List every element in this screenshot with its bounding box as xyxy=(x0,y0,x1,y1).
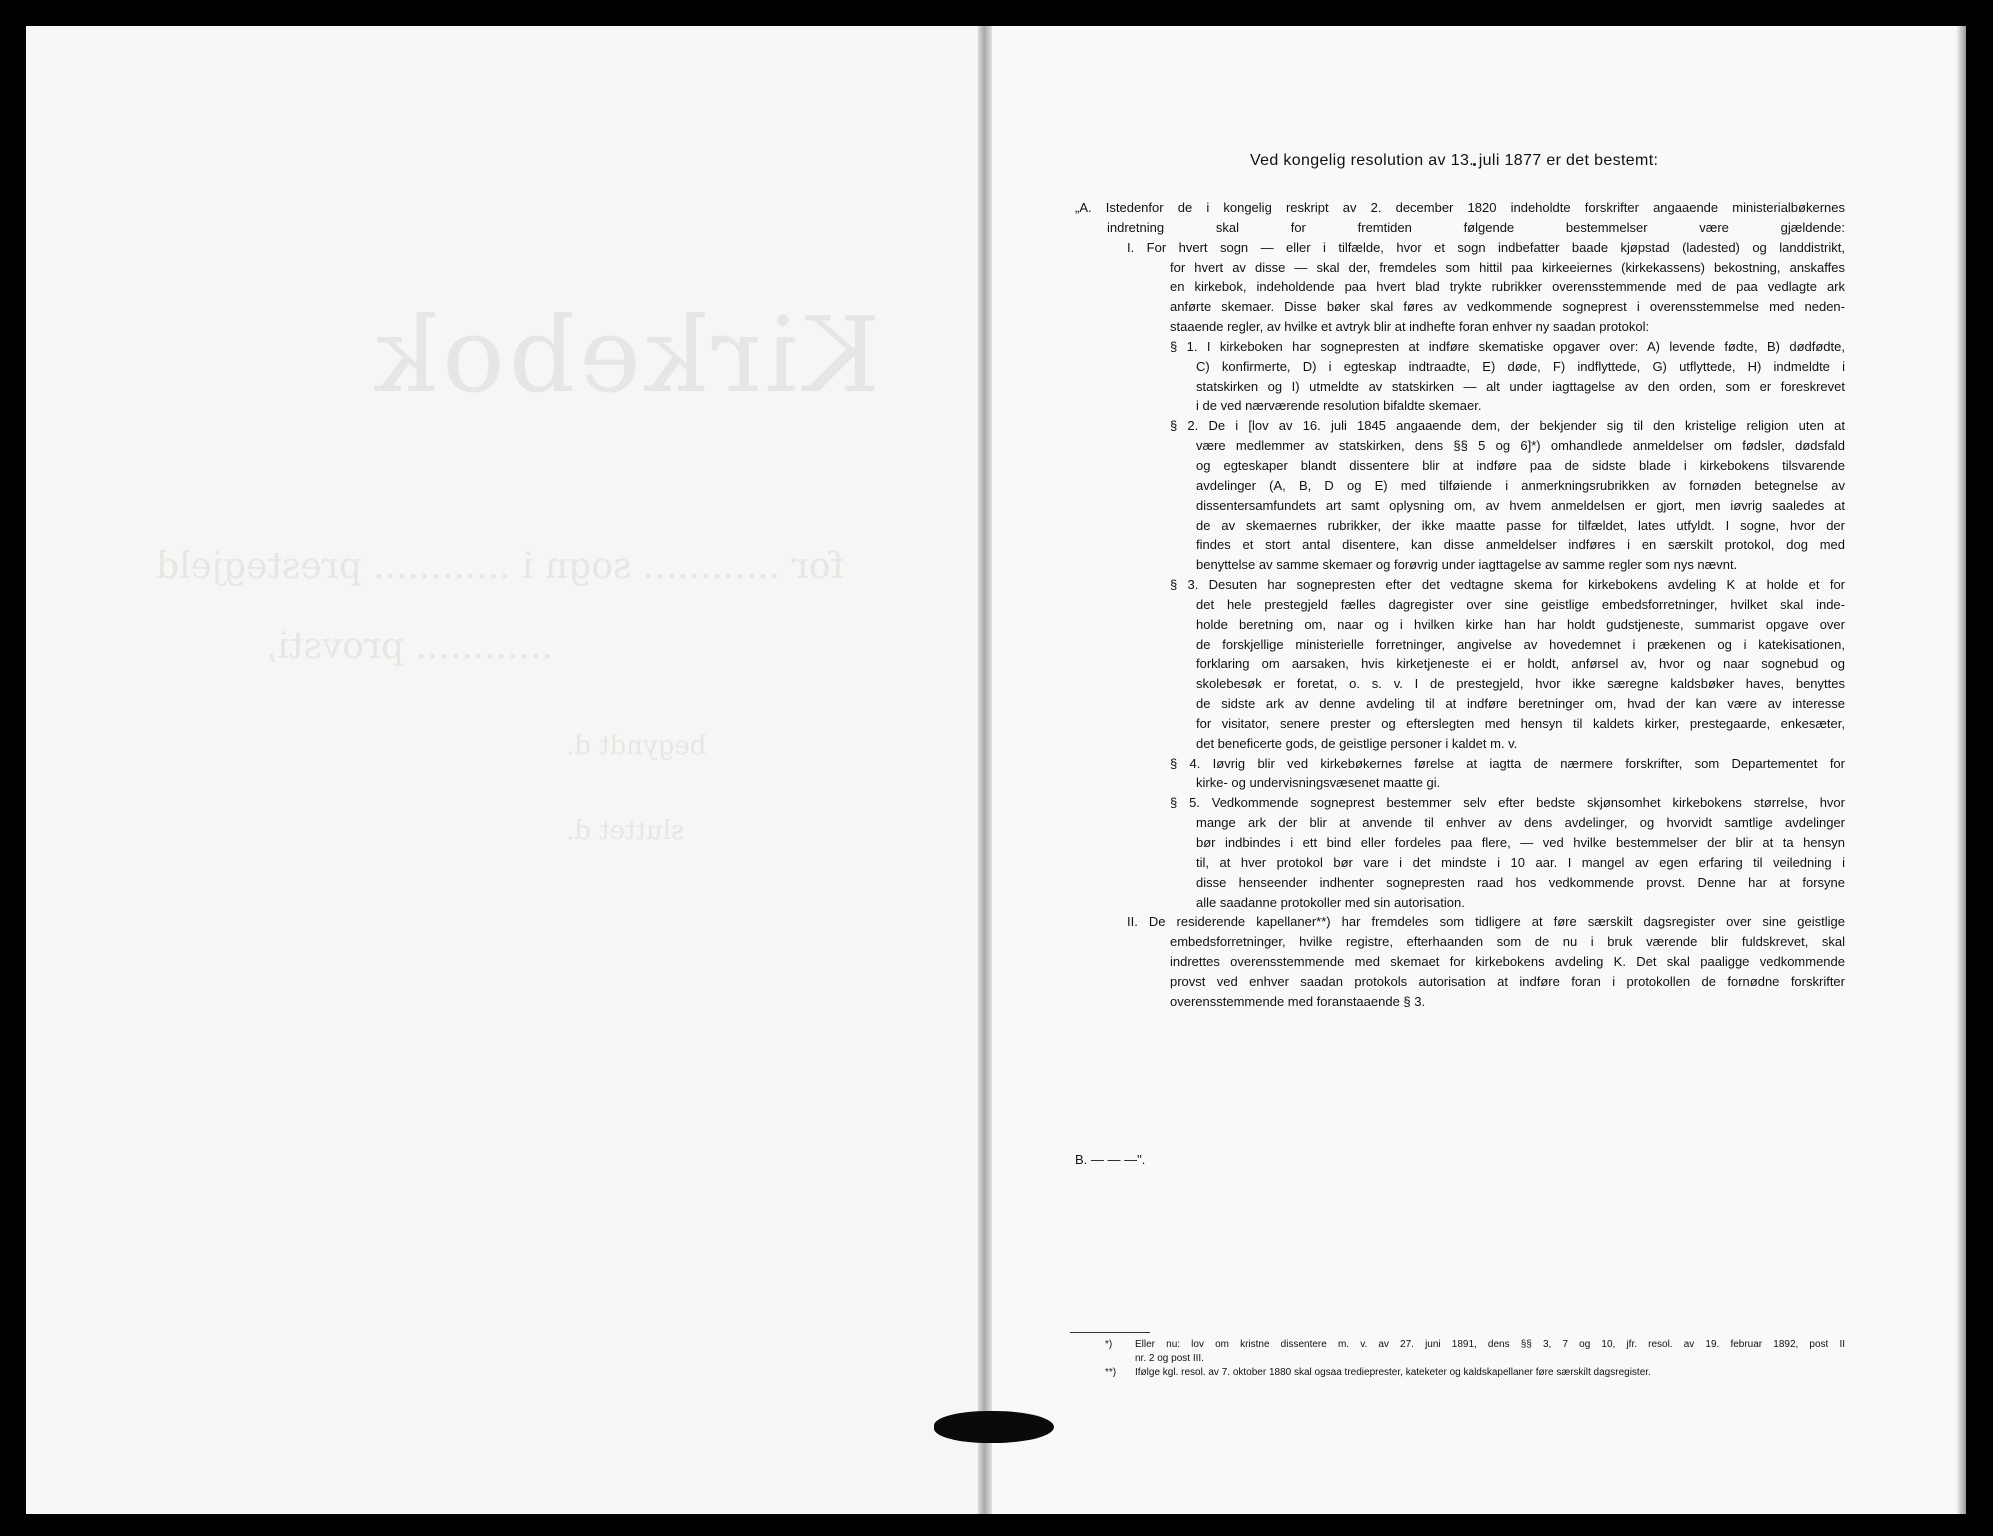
body-line: II. De residerende kapellaner**) har fremdeles som tidligere at føre særskilt dagsregister over sine geistlige xyxy=(1127,914,1845,930)
body-line: § 3. Desuten har sognepresten efter det vedtagne skema for kirkebokens avdeling K at holde et for xyxy=(1170,577,1845,593)
body-line: overensstemmende med foranstaaende § 3. xyxy=(1170,993,1426,1009)
show-through-line: ............ provsti, xyxy=(266,626,553,667)
body-line: for visitator, senere prester og efterslegten med hensyn til kaldets kirker, prestegaarde, enkesæter, xyxy=(1196,715,1845,731)
body-line: og egteskaper blandt dissentere blir at indføre paa de sidste blade i kirkebokens tilsvarende xyxy=(1196,457,1845,473)
body-line: i de ved nærværende resolution bifaldte skemaer. xyxy=(1196,398,1482,414)
body-line: „A. Istedenfor de i kongelig reskript av 2. december 1820 indeholdte forskrifter angaaende ministerialbøkernes xyxy=(1075,200,1845,215)
body-line: indrettes overensstemmende med skemaet for kirkebokens avdeling K. Det skal paaligge vedkommende xyxy=(1170,954,1845,970)
body-line: statskirken og I) utmeldte av statskirken — alt under iagttagelse av den orden, som er foreskrevet xyxy=(1196,378,1845,394)
body-line: forklaring om aarsaken, hvis kirketjeneste ei er holdt, anførsel av, hvor og naar sognebud og xyxy=(1196,656,1845,672)
binding-clip xyxy=(934,1411,1054,1443)
body-line: mange ark der blir at anvende til enhver av dens avdelinger, og hvorvidt samtlige avdelinger xyxy=(1196,815,1845,831)
body-line: kirke- og undervisningsvæsenet maatte gi. xyxy=(1196,775,1441,791)
body-line: staaende regler, av hvilke et avtryk blir at indhefte foran enhver ny saadan protokol: xyxy=(1170,319,1650,335)
footnote-rule xyxy=(1070,1332,1150,1333)
resolution-heading: Ved kongelig resolution av 13. juli 1877 er det bestemt: xyxy=(1250,152,1659,169)
show-through-line: sluttet d. xyxy=(566,816,685,846)
footnote-line: Eller nu: lov om kristne dissentere m. v. av 27. juni 1891, dens §§ 3, 7 og 10, jfr. resol. av 19. februar 1892, post II xyxy=(1135,1339,1845,1350)
footnote-mark: *) xyxy=(1105,1339,1113,1350)
body-line: skolebesøk er foretat, o. s. v. I de prestegjeld, hvor ikke særegne kaldsbøker haves, benyttes xyxy=(1196,676,1845,692)
footnote-line: Ifølge kgl. resol. av 7. oktober 1880 skal ogsaa tredieprester, kateketer og kaldskapellaner føre særskilt dagsregister. xyxy=(1135,1367,1651,1378)
body-line: § 2. De i [lov av 16. juli 1845 angaaende dem, der bekjender sig til den kristelige religion uten at xyxy=(1170,418,1845,434)
body-line: § 4. Iøvrig blir ved kirkebøkernes førelse at iagtta de nærmere forskrifter, som Departementet for xyxy=(1170,755,1845,771)
body-line: provst ved enhver saadan protokols autorisation at indføre foran i protokollen de fornødne forskrifter xyxy=(1170,973,1845,989)
body-line: anførte skemaer. Disse bøker skal føres av vedkommende sogneprest i overensstemmelse med neden- xyxy=(1170,299,1845,315)
footnote-line: nr. 2 og post III. xyxy=(1135,1353,1204,1364)
show-through-line: begyndt d. xyxy=(566,731,707,761)
body-line: være medlemmer av statskirken, dens §§ 5 og 6]*) omhandlede anmeldelser om fødsler, dødsfald xyxy=(1196,438,1845,454)
body-line: findes et stort antal disentere, kan disse anmeldelser indføres i en særskilt protokol, dog med xyxy=(1196,537,1845,553)
body-line: for hvert av disse — skal der, fremdeles som hittil paa kirkeeiernes (kirkekassens) bekostning, anskaffes xyxy=(1170,259,1845,275)
left-page xyxy=(26,26,983,1514)
page-edge-shadow xyxy=(1956,26,1966,1514)
body-line: § 1. I kirkeboken har sognepresten at indføre skematiske opgaver over: A) levende fødte, B) dødfødte, xyxy=(1170,338,1845,354)
body-line: indretning skal for fremtiden følgende bestemmelser være gjældende: xyxy=(1107,219,1845,235)
body-line: det beneficerte gods, de geistlige personer i kaldet m. v. xyxy=(1196,735,1518,751)
body-line: § 5. Vedkommende sogneprest bestemmer selv efter bedste skjønsomhet kirkebokens størrelse, hvor xyxy=(1170,795,1845,811)
show-through-title: Kirkebok xyxy=(371,294,881,416)
body-line: dissentersamfundets art samt oplysning om, av hvem anmeldelsen er gjort, men iøvrig saaledes at xyxy=(1196,497,1845,513)
body-line: til, at hver protokol bør vare i det mindste i 10 aar. I mangel av egen erfaring til veiledning i xyxy=(1196,854,1845,870)
body-line: de av skemaernes rubrikker, der ikke maatte passe for tilfældet, lates utfyldt. I sogne, hvor der xyxy=(1196,517,1845,533)
body-line: det hele prestegjeld fælles dagregister over sine geistlige embedsforretninger, hvilket skal inde- xyxy=(1196,596,1845,612)
footnote-mark: **) xyxy=(1105,1367,1117,1378)
body-line: de forskjellige ministerielle forretninger, angivelse av hovedemnet i prækenen og i katekisationen, xyxy=(1196,636,1845,652)
resolution-body xyxy=(1075,198,1845,1012)
body-line: de sidste ark av denne avdeling til at indføre beretninger om, hvad der kan være av interesse xyxy=(1196,696,1845,712)
body-line: disse henseender indhenter sognepresten raad hos vedkommende provst. Denne har at forsyne xyxy=(1196,874,1845,890)
body-line: I. For hvert sogn — eller i tilfælde, hvor et sogn indbefatter baade kjøpstad (ladested) og landdistrikt, xyxy=(1127,239,1845,255)
body-line: benyttelse av samme skemaer og forøvrig under iagttagelse av samme regler som nys nævnt. xyxy=(1196,557,1738,573)
book-gutter xyxy=(978,26,992,1514)
body-line: C) konfirmerte, D) i egteskap indtraadte, E) døde, F) indflyttede, G) utflyttede, H) indmeldte i xyxy=(1196,358,1845,374)
body-line: avdelinger (A, B, D og E) med tilføiende i anmerkningsrubrikken av fornøden betegnelse av xyxy=(1196,477,1845,493)
section-b-line: B. — — —". xyxy=(1075,1152,1146,1167)
body-line: bør indbindes i ett bind eller fordeles paa flere, — ved hvilke bestemmelser der blir at ta hensyn xyxy=(1196,835,1845,850)
body-line: embedsforretninger, hvilke registre, efterhaanden som de nu i bruk værende blir fuldskrevet, skal xyxy=(1170,934,1845,950)
body-line: holde beretning om, naar og i hvilken kirke han har holdt gudstjeneste, summarist opgave over xyxy=(1196,616,1845,632)
body-line: alle saadanne protokoller med sin autorisation. xyxy=(1196,894,1465,910)
body-line: en kirkebok, indeholdende paa hvert blad trykte rubrikker overensstemmende med de paa vedlagte ark xyxy=(1170,279,1845,295)
show-through-line: for ............ sogn i ............ prestegjeld xyxy=(156,546,844,587)
